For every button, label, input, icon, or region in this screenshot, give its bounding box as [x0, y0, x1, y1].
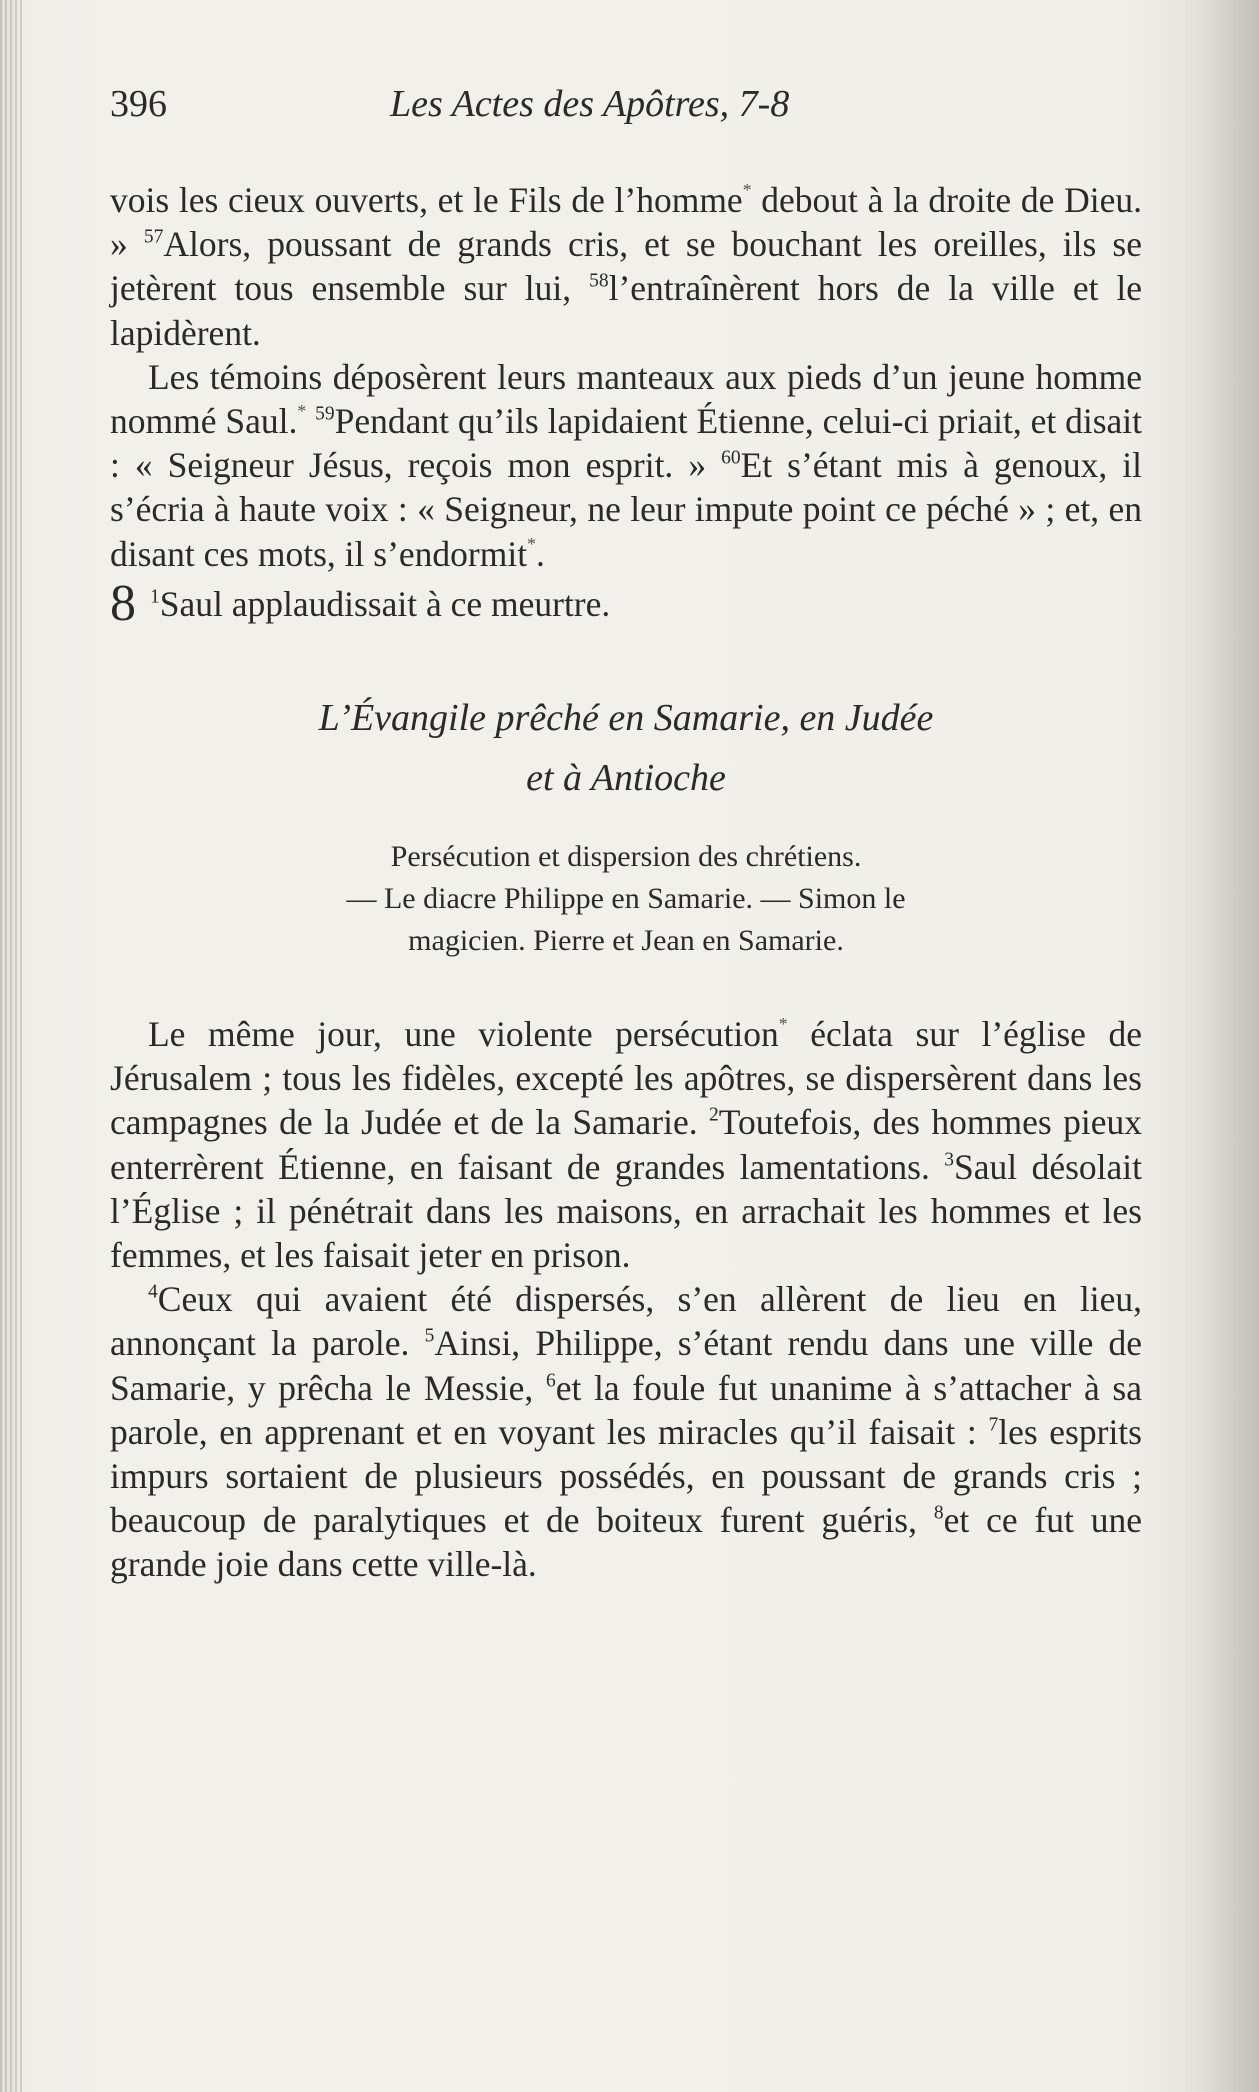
- asterisk-note: *: [778, 1014, 788, 1035]
- chapter-8-opening: [110, 574, 1142, 632]
- text: [306, 401, 315, 441]
- verse-number: 5: [424, 1325, 435, 1347]
- text: Alors, poussant de grands cris, et se bouchant les oreilles, ils se jetèrent tous ensemble sur lui,: [110, 224, 1143, 309]
- verse-number: 2: [709, 1104, 719, 1126]
- text: et la foule fut unanime à s’attacher à sa parole, en apprenant et en voyant les miracles qu’il faisait :: [110, 1367, 1142, 1452]
- section-title-line: et à Antioche: [526, 757, 726, 800]
- page-edge: [0, 0, 22, 2092]
- paragraph-1: [110, 178, 1142, 355]
- running-title: Les Actes des Apôtres, 7-8: [390, 83, 790, 125]
- asterisk-note: *: [297, 401, 307, 422]
- text: Ainsi, Philippe, s’étant rendu dans une ville de Samarie, y prêcha le Messie,: [110, 1323, 1143, 1408]
- text: Les témoins déposèrent leurs manteaux aux pieds d’un jeune homme nommé Saul.: [110, 356, 1142, 442]
- text: Saul applaudissait à ce meurtre.: [159, 583, 611, 624]
- section-title: [110, 688, 1142, 808]
- verse-number: 60: [721, 447, 741, 469]
- summary-line: magicien. Pierre et Jean en Samarie.: [408, 924, 844, 958]
- summary-line: — Le diacre Philippe en Samarie. — Simon le: [346, 882, 906, 916]
- text: Pendant qu’ils lapidaient Étienne, celui-ci priait, et disait : « Seigneur Jésus, reçois mon esprit. »: [110, 401, 1143, 486]
- verse-number: 3: [944, 1148, 955, 1170]
- text: et ce fut une grande joie dans cette ville-là.: [110, 1500, 1143, 1585]
- page-header: [110, 82, 1150, 132]
- paragraph-3: [110, 1012, 1142, 1277]
- text: l’entraînèrent hors de la ville et le lapidèrent.: [110, 268, 1142, 353]
- text: Toutefois, des hommes pieux enterrèrent Étienne, en faisant de grandes lamentations.: [110, 1102, 1142, 1187]
- page-shadow: [1179, 0, 1259, 2092]
- asterisk-note: *: [742, 180, 752, 201]
- page-body: [110, 178, 1142, 1587]
- text: Saul désolait l’Église ; il pénétrait dans les maisons, en arrachait les hommes et les femmes, et les faisait jeter en prison.: [110, 1146, 1142, 1276]
- verse-number: 6: [545, 1370, 556, 1391]
- verse-number: 8: [933, 1502, 944, 1524]
- chapter-number: 8: [110, 574, 136, 632]
- text: Le même jour, une violente persécution: [148, 1014, 779, 1055]
- text: Et s’étant mis à genoux, il s’écria à haute voix : « Seigneur, ne leur impute point ce péché » ; et, en disant ces mots, il s’endormit: [110, 445, 1142, 574]
- verse-number: 1: [150, 586, 160, 608]
- paragraph-2: [110, 355, 1142, 576]
- asterisk-note: *: [527, 533, 536, 554]
- section-title-line: L’Évangile prêché en Samarie, en Judée: [318, 697, 934, 740]
- paragraph-4: [110, 1277, 1142, 1586]
- summary-line: Persécution et dispersion des chrétiens.: [390, 840, 862, 874]
- verse-number: 7: [988, 1414, 999, 1436]
- verse-number: 4: [148, 1281, 158, 1303]
- verse-number: 57: [143, 226, 164, 248]
- text: .: [535, 533, 545, 574]
- text: les esprits impurs sortaient de plusieurs possédés, en poussant de grands cris ; beaucoup de paralytiques et de boiteux furent guéris,: [110, 1411, 1142, 1541]
- text: vois les cieux ouverts, et le Fils de l’homme: [110, 180, 743, 220]
- text: Ceux qui avaient été dispersés, s’en allèrent de lieu en lieu, annonçant la parole.: [110, 1279, 1142, 1364]
- verse-number: 58: [589, 270, 609, 292]
- page-number: 396: [110, 83, 167, 125]
- section-summary: [180, 836, 1072, 962]
- text: éclata sur l’église de Jérusalem ; tous les fidèles, excepté les apôtres, se dispersèrent dans les campagnes de la Judée et de la Samarie.: [110, 1014, 1142, 1143]
- verse-number: 59: [315, 403, 335, 425]
- text: debout à la droite de Dieu. »: [110, 180, 1142, 265]
